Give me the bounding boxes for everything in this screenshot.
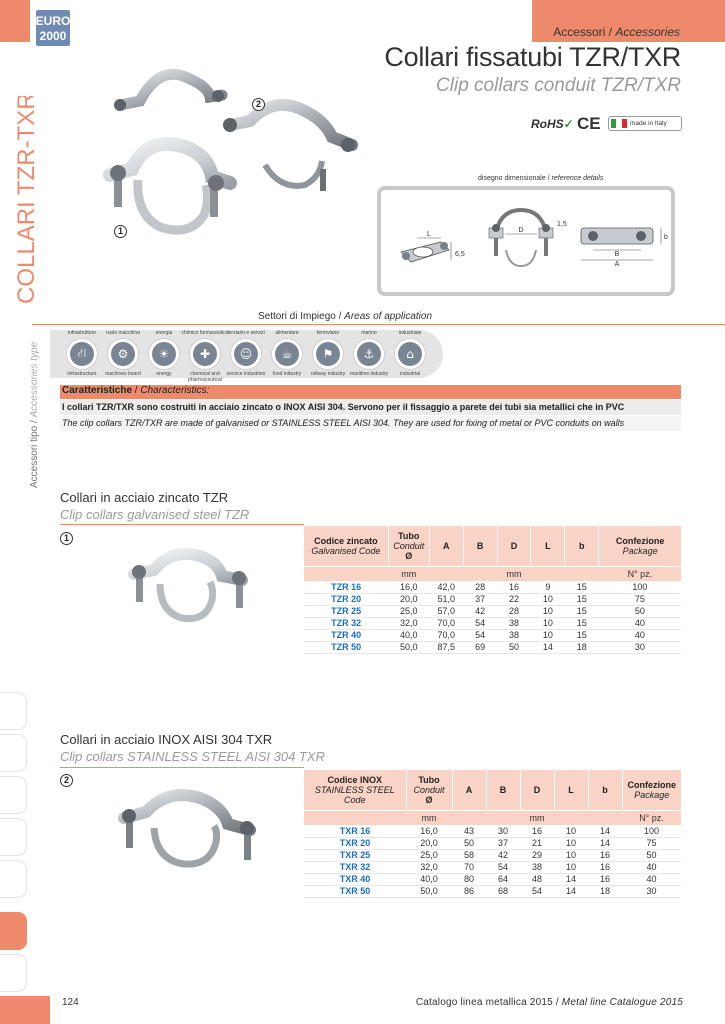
sector-5: [267, 330, 307, 378]
top-bar-left: [0, 0, 30, 42]
header-section-en: Accessories: [615, 25, 680, 39]
txr-section-underline: [60, 767, 304, 768]
cell-D: 48: [520, 873, 554, 885]
characteristics-text-en: The clip collars TZR/TXR are made of galvanised or STAINLESS STEEL AISI 304. They are used for fixing of metal or PVC conduits on walls: [60, 416, 681, 431]
cell-D: 16: [520, 825, 554, 837]
gears-icon: ⚙: [111, 342, 135, 366]
side-tab-4[interactable]: [0, 818, 27, 856]
cell-D: 29: [520, 849, 554, 861]
tzr-spec-table: [304, 526, 681, 654]
txr-badge: 2: [60, 774, 73, 787]
cell-pack: 40: [599, 629, 681, 641]
sector-2: [144, 330, 184, 378]
cell-A: 57,0: [429, 605, 463, 617]
sector-3: [181, 330, 229, 383]
ce-mark: CE: [577, 114, 601, 133]
cell-b: 14: [588, 825, 622, 837]
cell-D: 16: [497, 581, 531, 593]
txr-pack-unit: N° pz.: [622, 810, 681, 825]
cell-B: 54: [463, 629, 497, 641]
cell-A: 87,5: [429, 641, 463, 653]
txr-code-header: Codice INOX STAINLESS STEEL Code: [304, 770, 406, 810]
cell-tube: 50,0: [406, 885, 452, 897]
tzr-section-title: Collari in acciaio zincato TZR: [60, 490, 229, 505]
cell-pack: 30: [622, 885, 681, 897]
cell-tube: 32,0: [388, 617, 429, 629]
cell-b: 15: [565, 593, 599, 605]
table-row: [304, 629, 681, 641]
table-row: [304, 885, 681, 897]
sector-7: [349, 330, 389, 378]
sector-circle: [148, 338, 180, 370]
cell-D: 38: [520, 861, 554, 873]
cell-L: 10: [554, 849, 588, 861]
cell-L: 10: [531, 617, 565, 629]
sector-label-bottom: maritime industry: [349, 371, 389, 377]
sectors-divider: [32, 324, 725, 325]
cell-B: 37: [463, 593, 497, 605]
tzr-units-row: [304, 566, 681, 581]
diagram-front-view: [489, 210, 567, 266]
sector-1: [103, 330, 143, 378]
vertical-type: [26, 320, 40, 490]
header-section: [553, 25, 680, 39]
bulb-icon: ☀: [152, 342, 176, 366]
tzr-b-header: b: [565, 526, 599, 566]
sector-4: [226, 330, 266, 378]
tzr-tube-header: Tubo Conduit Ø: [388, 526, 429, 566]
sector-6: [308, 330, 348, 378]
side-tab-active[interactable]: [0, 912, 27, 950]
cell-L: 14: [531, 641, 565, 653]
cell-tube: 16,0: [388, 581, 429, 593]
page-subtitle: Clip collars conduit TZR/TXR: [436, 75, 681, 96]
tzr-table-header: [304, 526, 681, 566]
cell-b: 15: [565, 629, 599, 641]
side-tab-7[interactable]: [0, 954, 27, 992]
photo-badge-2: 2: [252, 98, 265, 111]
tzr-dims-unit: mm: [429, 566, 598, 581]
train-icon: ⚑: [316, 342, 340, 366]
cell-code: TZR 25: [304, 605, 388, 617]
cell-B: 68: [486, 885, 520, 897]
cell-tube: 20,0: [406, 837, 452, 849]
sector-circle: [189, 338, 221, 370]
ship-icon: ⚓: [357, 342, 381, 366]
page-number: 124: [62, 997, 79, 1008]
cell-pack: 75: [599, 593, 681, 605]
cell-B: 28: [463, 581, 497, 593]
cell-b: 15: [565, 581, 599, 593]
italy-flag-icon: [611, 119, 627, 128]
table-row: [304, 641, 681, 653]
sector-label-top: marino: [361, 330, 377, 336]
cell-L: 10: [554, 825, 588, 837]
sectors-title: Settori di Impiego / Areas of application: [258, 311, 433, 322]
sector-label-top: chimico farmaceutico: [181, 330, 229, 336]
cell-b: 16: [588, 873, 622, 885]
sector-label-top: alimentare: [275, 330, 299, 336]
svg-text:D: D: [518, 227, 524, 234]
side-tab-1[interactable]: [0, 692, 27, 730]
cell-B: 69: [463, 641, 497, 653]
tzr-product-photo: [60, 526, 304, 666]
txr-b-header: b: [588, 770, 622, 810]
cell-pack: 40: [599, 617, 681, 629]
dimension-diagram: [377, 186, 675, 296]
txr-L-header: L: [554, 770, 588, 810]
table-row: [304, 605, 681, 617]
rohs-mark: RoHS✓: [531, 117, 574, 131]
pharma-icon: ✚: [193, 342, 217, 366]
txr-tube-unit: mm: [406, 810, 452, 825]
vertical-title: [6, 96, 42, 306]
sector-circle: [66, 338, 98, 370]
side-tab-2[interactable]: [0, 734, 27, 772]
cell-tube: 20,0: [388, 593, 429, 605]
txr-dims-unit: mm: [452, 810, 622, 825]
cell-b: 15: [565, 617, 599, 629]
cell-D: 21: [520, 837, 554, 849]
sector-circle: [353, 338, 385, 370]
sector-label-bottom: energy: [156, 371, 172, 377]
txr-D-header: D: [520, 770, 554, 810]
brand-logo: [36, 10, 70, 46]
cell-tube: 40,0: [406, 873, 452, 885]
hero-product-photo: [100, 65, 370, 255]
side-tab-5[interactable]: [0, 860, 27, 898]
cell-b: 16: [588, 849, 622, 861]
cell-L: 14: [554, 885, 588, 897]
cell-pack: 50: [599, 605, 681, 617]
cell-b: 16: [588, 861, 622, 873]
diagram-caption: disegno dimensionale / reference details: [478, 175, 604, 182]
cell-code: TXR 40: [304, 873, 406, 885]
table-row: [304, 861, 681, 873]
tzr-L-header: L: [531, 526, 565, 566]
vertical-type-it: Accessori tipo: [29, 425, 40, 488]
cell-code: TXR 50: [304, 885, 406, 897]
cell-B: 64: [486, 873, 520, 885]
sector-label-bottom: infrastructure: [67, 371, 97, 377]
cell-L: 10: [554, 837, 588, 849]
logo-line1: EURO: [36, 14, 70, 28]
cell-pack: 50: [622, 849, 681, 861]
svg-text:b: b: [664, 234, 668, 241]
cell-B: 42: [486, 849, 520, 861]
factory-icon: ⌂: [398, 342, 422, 366]
tzr-pack-unit: N° pz.: [599, 566, 681, 581]
cell-code: TZR 20: [304, 593, 388, 605]
cell-L: 10: [554, 861, 588, 873]
txr-pack-header: Confezione Package: [622, 770, 681, 810]
svg-text:L: L: [427, 231, 431, 238]
cell-tube: 16,0: [406, 825, 452, 837]
txr-section-subtitle: Clip collars STAINLESS STEEL AISI 304 TXR: [60, 749, 325, 764]
characteristics-box: [60, 385, 681, 431]
cell-B: 37: [486, 837, 520, 849]
cell-L: 10: [531, 593, 565, 605]
cutlery-icon: ☕: [275, 342, 299, 366]
cell-A: 70,0: [429, 617, 463, 629]
side-tab-3[interactable]: [0, 776, 27, 814]
txr-units-row: [304, 810, 681, 825]
sector-label-top: energia: [155, 330, 173, 336]
cell-B: 54: [486, 861, 520, 873]
cell-tube: 40,0: [388, 629, 429, 641]
cell-b: 14: [588, 837, 622, 849]
cell-code: TZR 50: [304, 641, 388, 653]
svg-text:B: B: [614, 251, 620, 258]
cell-code: TZR 40: [304, 629, 388, 641]
made-in-italy-badge: made in Italy: [608, 116, 682, 131]
tzr-D-header: D: [497, 526, 531, 566]
sector-label-top: industriale: [398, 330, 422, 336]
footer-catalog: Catalogo linea metallica 2015 / Metal line Catalogue 2015: [415, 997, 683, 1008]
cell-pack: 100: [599, 581, 681, 593]
sector-circle: [230, 338, 262, 370]
tzr-section-underline: [60, 524, 304, 525]
table-row: [304, 593, 681, 605]
table-row: [304, 837, 681, 849]
cell-D: 38: [497, 629, 531, 641]
table-row: [304, 873, 681, 885]
svg-text:6,5: 6,5: [455, 251, 465, 258]
cell-A: 50: [452, 837, 486, 849]
page-title: Collari fissatubi TZR/TXR: [384, 42, 681, 72]
tzr-tube-unit: mm: [388, 566, 429, 581]
sector-circle: [107, 338, 139, 370]
txr-A-header: A: [452, 770, 486, 810]
cell-D: 28: [497, 605, 531, 617]
cell-b: 18: [565, 641, 599, 653]
cell-A: 80: [452, 873, 486, 885]
people-icon: ☺: [234, 342, 258, 366]
txr-B-header: B: [486, 770, 520, 810]
cell-code: TXR 32: [304, 861, 406, 873]
table-row: [304, 825, 681, 837]
tzr-A-header: A: [429, 526, 463, 566]
cell-pack: 100: [622, 825, 681, 837]
cell-B: 42: [463, 605, 497, 617]
vertical-title-text: COLLARI TZR-TXR: [13, 96, 40, 304]
cell-L: 14: [554, 873, 588, 885]
diagram-side-view: [401, 231, 465, 262]
svg-text:1,5: 1,5: [557, 221, 567, 228]
tzr-B-header: B: [463, 526, 497, 566]
txr-table-header: [304, 770, 681, 810]
sector-circle: [394, 338, 426, 370]
footer-accent-bar: [0, 996, 50, 1024]
sector-circle: [271, 338, 303, 370]
cell-code: TXR 20: [304, 837, 406, 849]
cell-pack: 40: [622, 873, 681, 885]
sector-label-bottom: food industry: [272, 371, 302, 377]
cell-D: 22: [497, 593, 531, 605]
cell-A: 43: [452, 825, 486, 837]
logo-line2: 2000: [39, 29, 67, 43]
top-bar-white: [30, 0, 532, 42]
sector-label-bottom: railway industry: [310, 371, 346, 377]
sector-circle: [312, 338, 344, 370]
cell-b: 18: [588, 885, 622, 897]
txr-tube-header: Tubo Conduit Ø: [406, 770, 452, 810]
vertical-type-en: Accessories type: [29, 341, 40, 418]
cell-L: 10: [531, 629, 565, 641]
cell-L: 9: [531, 581, 565, 593]
cell-A: 86: [452, 885, 486, 897]
tzr-pack-header: Confezione Package: [599, 526, 681, 566]
sector-label-top: infrastrutture: [67, 330, 97, 336]
header-section-it: Accessori: [553, 25, 606, 39]
cell-pack: 30: [599, 641, 681, 653]
cell-B: 30: [486, 825, 520, 837]
cell-D: 38: [497, 617, 531, 629]
cell-code: TXR 16: [304, 825, 406, 837]
cell-tube: 25,0: [388, 605, 429, 617]
cell-tube: 25,0: [406, 849, 452, 861]
cell-B: 54: [463, 617, 497, 629]
cell-code: TZR 32: [304, 617, 388, 629]
table-row: [304, 849, 681, 861]
cell-L: 10: [531, 605, 565, 617]
cell-A: 42,0: [429, 581, 463, 593]
svg-text:A: A: [614, 261, 620, 268]
sector-label-top: terziario e servizi: [227, 330, 265, 336]
cell-pack: 75: [622, 837, 681, 849]
sector-0: [62, 330, 102, 378]
tzr-section-subtitle: Clip collars galvanised steel TZR: [60, 507, 250, 522]
cell-D: 54: [520, 885, 554, 897]
sectors-list: [50, 330, 443, 383]
sector-label-top: ruolo macchina: [106, 330, 140, 336]
cell-tube: 50,0: [388, 641, 429, 653]
sector-label-bottom: industrial: [399, 371, 420, 377]
svg-text:Accessori tipo / Accessories t: Accessori tipo / Accessories type: [29, 341, 40, 488]
cell-A: 58: [452, 849, 486, 861]
txr-product-photo: [60, 770, 304, 910]
cell-code: TZR 16: [304, 581, 388, 593]
sector-8: [390, 330, 430, 378]
sector-label-bottom: service industries: [226, 371, 266, 377]
cell-code: TXR 25: [304, 849, 406, 861]
cell-D: 50: [497, 641, 531, 653]
sector-label-bottom: machines board: [105, 371, 141, 377]
table-row: [304, 581, 681, 593]
cell-A: 70: [452, 861, 486, 873]
diagram-top-view: [581, 228, 668, 268]
cell-A: 51,0: [429, 593, 463, 605]
road-icon: ⛙: [70, 342, 94, 366]
txr-section-title: Collari in acciaio INOX AISI 304 TXR: [60, 732, 273, 747]
cell-tube: 32,0: [406, 861, 452, 873]
txr-spec-table: [304, 770, 681, 898]
tzr-code-header: Codice zincato Galvanised Code: [304, 526, 388, 566]
cell-pack: 40: [622, 861, 681, 873]
table-row: [304, 617, 681, 629]
characteristics-heading: Caratteristiche / Characteristics:: [60, 385, 681, 399]
header-separator: /: [605, 25, 616, 39]
sector-label-top: ferroviario: [316, 330, 340, 336]
sector-label-bottom: chemical and pharmaceutical: [188, 371, 222, 383]
tzr-badge: 1: [60, 532, 73, 545]
photo-badge-1: 1: [114, 225, 127, 238]
characteristics-text-it: I collari TZR/TXR sono costruiti in acciaio zincato o INOX AISI 304. Servono per il fissaggio a parete dei tubi sia metallici che in PVC: [60, 400, 681, 415]
cell-A: 70,0: [429, 629, 463, 641]
cell-b: 15: [565, 605, 599, 617]
